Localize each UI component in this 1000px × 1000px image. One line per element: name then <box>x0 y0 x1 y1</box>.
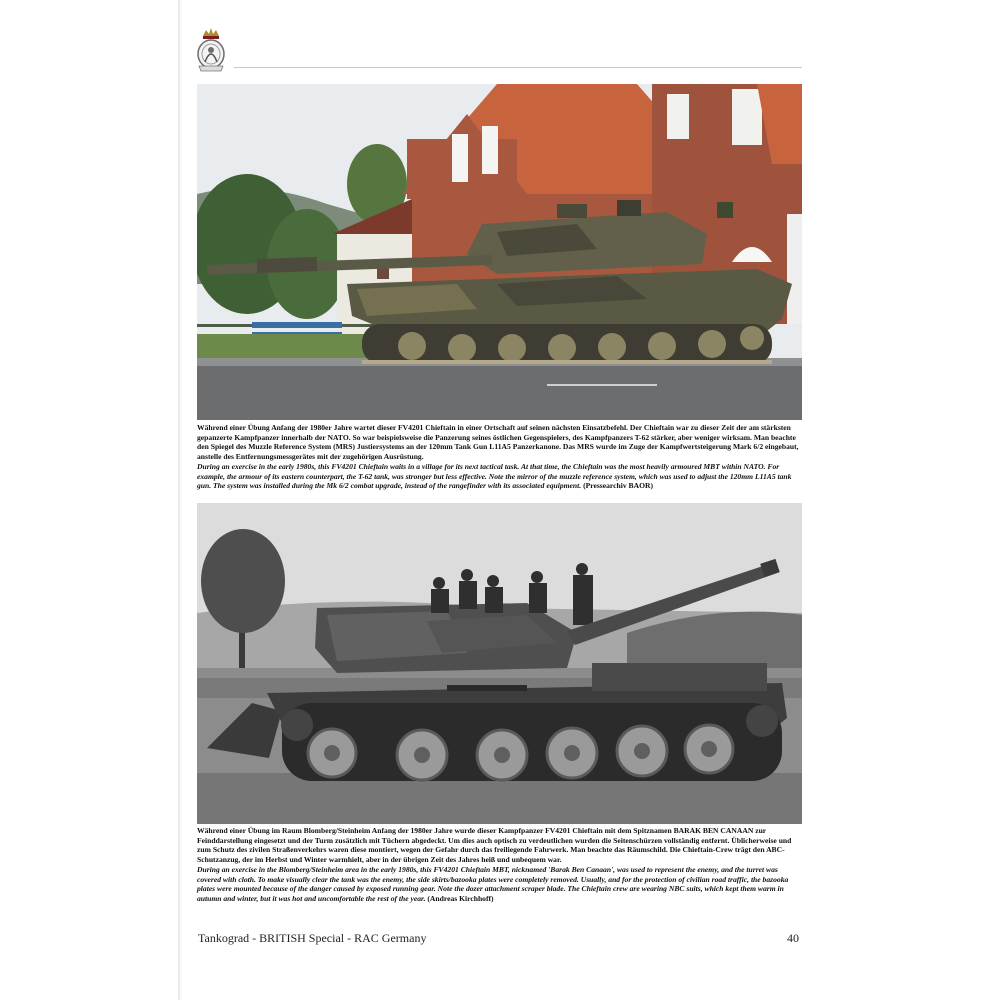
caption-english-body: During an exercise in the early 1980s, this FV4201 Chieftain waits in a village for its next tactical task. At that time, the Chieftain was the most heavily armoured MBT within NATO. For example, the armour of its eastern counterpart, the T-62 tank, was stronger but less effective. Note the mirror of the muzzle reference system, which was used to adjust the 120mm L11A5 tank gun. The system was installed during the Mk 6/2 combat upgrade, instead of the rangefinder with its associated equipment. <box>197 461 792 491</box>
caption-german-text: Während einer Übung Anfang der 1980er Jahre wartet dieser FV4201 Chieftain in einer Ortschaft auf seinen nächsten Einsatzbefehl. Der Chieftain war zu dieser Zeit der am stärksten gepanzerte Kampfpanzer innerhalb der NATO. So war beispielsweise die Panzerung seines östlichen Gegenspielers, des Kampfpanzers T-62 stärker, aber weniger wirksam. Man beachte den Spiegel des Muzzle Reference System (MRS) Justiersystems an der 120mm Tank Gun L11A5 Panzerkanone. Das MRS wurde im Zuge der Kampfwertsteigerung Mark 6/2 eingebaut, anstelle des Entfernungsmessgerätes mit der zugehörigen Ausrüstung. <box>197 423 799 462</box>
header-rule <box>234 67 802 68</box>
caption-photo-2 <box>197 826 802 904</box>
caption-german-text: Während einer Übung im Raum Blomberg/Steinheim Anfang der 1980er Jahre wurde dieser Kampfpanzer FV4201 Chieftain mit dem Spitznamen BARAK BEN CANAAN zur Feinddarstellung eingesetzt und der Turm zusätzlich mit Tüchern abgedeckt. Um dies auch optisch zu verdeutlichen wurden die Seitenschürzen vollständig entfernt. Üblicherweise und zum Schutz des zivilen Straßenverkehrs waren diese montiert, wegen der Gefahr durch das freiliegende Fahrwerk. Man beachte das Räumschild. Die Chieftain-Crew trägt den ABC-Schutzanzug, der im Herbst und Winter warmhielt, aber in der übrigen Zeit des Jahres heiß und unbequem war. <box>197 826 792 865</box>
page-gutter-shadow <box>178 0 182 1000</box>
photo-credit: (Pressearchiv BAOR) <box>583 481 654 491</box>
caption-photo-1 <box>197 423 802 491</box>
photo-chieftain-barak-ben-canaan <box>197 503 802 824</box>
caption-english-text <box>197 865 802 904</box>
footer-publication-title: Tankograd - BRITISH Special - RAC Germany <box>198 931 427 945</box>
caption-english-body: During an exercise in the Blomberg/Steinheim area in the early 1980s, this FV4201 Chieftain MBT, nicknamed 'Barak Ben Canaan', was used to represent the enemy, and the turret was covered with cloth. To make visually clear the tank was the enemy, the side skirts/bazooka plates were completely removed. Usually, and for the protection of civilian road traffic, the bazooka plates were mounted because of the danger caused by exposed running gear. Note the dozer attachment scraper blade. The Chieftain crew are wearing NBC suits, which kept them warm in autumn and winter, but it was hot and uncomfortable the rest of the year. <box>197 864 789 903</box>
photo-chieftain-village <box>197 84 802 420</box>
caption-english-text <box>197 462 802 491</box>
photo-credit: (Andreas Kirchhoff) <box>427 893 494 903</box>
royal-crest-icon <box>193 26 229 74</box>
page-number: 40 <box>787 931 799 945</box>
